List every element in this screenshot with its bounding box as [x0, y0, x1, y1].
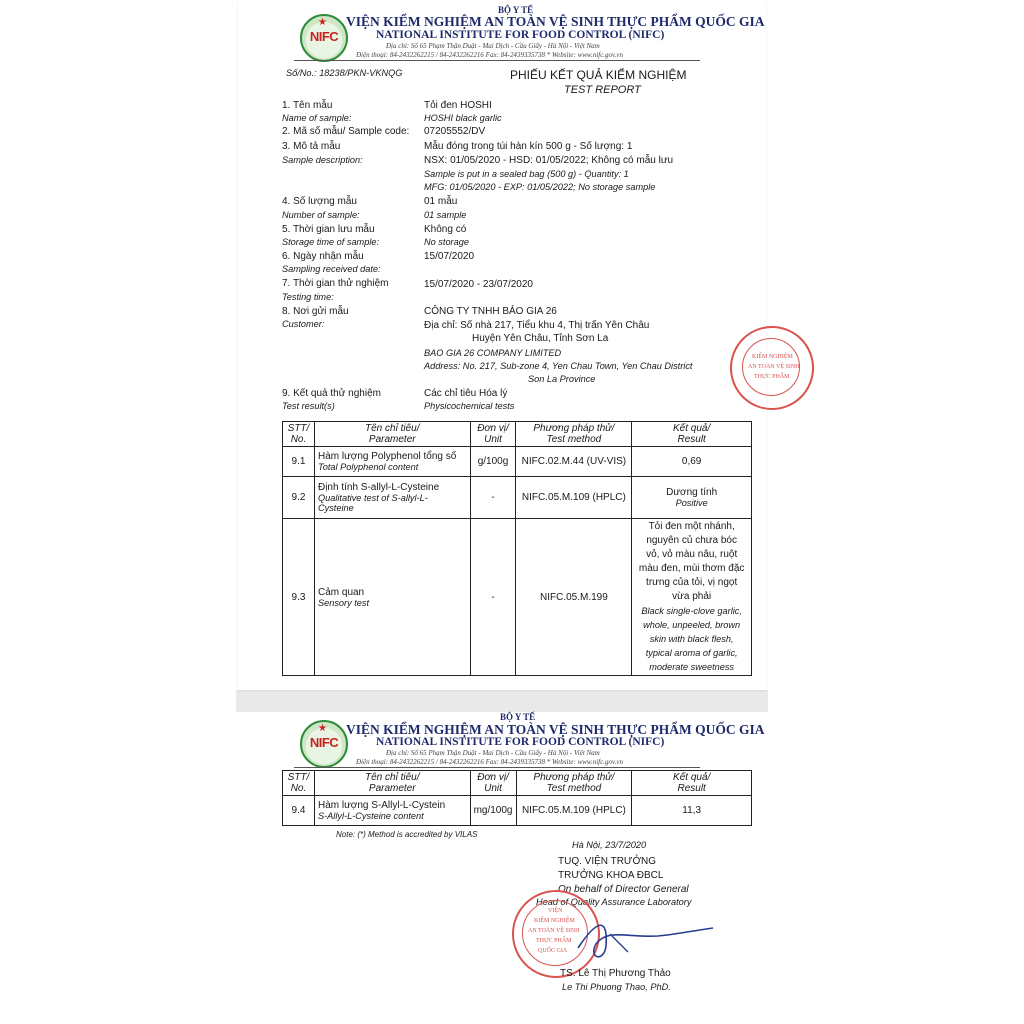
- field-label-en: Test result(s): [282, 401, 335, 411]
- nifc-logo: [300, 14, 348, 62]
- ministry-name: BỘ Y TẾ: [498, 5, 534, 15]
- institute-contact: Điện thoại: 84-2432262215 / 84-2432262216 Fax: 84-2439335738 * Website: www.nifc.gov.vn: [356, 51, 624, 59]
- field-value: Các chỉ tiêu Hóa lý: [424, 388, 508, 399]
- field-label-en: Testing time:: [282, 292, 334, 302]
- header-param-vi: Tên chỉ tiêu/: [365, 772, 420, 783]
- signer-name-vi: TS. Lê Thị Phương Thảo: [560, 968, 671, 979]
- report-number: Số/No.: 18238/PKN-VKNQG: [286, 68, 403, 78]
- stamp-text: QUỐC GIA: [538, 948, 568, 954]
- signer-title-2: TRƯỞNG KHOA ĐBCL: [558, 870, 664, 881]
- header-result-vi: Kết quả/: [673, 423, 711, 434]
- field-value: NSX: 01/05/2020 - HSD: 01/05/2022; Không có mẫu lưu: [424, 155, 674, 166]
- result-line-en: typical aroma of garlic,: [645, 648, 738, 658]
- row-unit: -: [470, 477, 516, 519]
- row-param-en: S-Allyl-L-Cysteine content: [317, 811, 424, 821]
- result-line: trưng của tỏi, vị ngọt: [646, 577, 738, 588]
- institute-address: Địa chỉ: Số 65 Phạm Thận Duật - Mai Dịch - Cầu Giấy - Hà Nội - Việt Nam: [386, 42, 600, 50]
- institute-name-vi: VIỆN KIỂM NGHIỆM AN TOÀN VỆ SINH THỰC PHẨM QUỐC GIA: [346, 722, 765, 737]
- field-label-en: Number of sample:: [282, 210, 360, 220]
- stamp-text: THỰC PHẨM: [536, 938, 572, 944]
- row-result-en: Positive: [675, 498, 708, 508]
- star-icon: ★: [318, 17, 327, 28]
- row-param-vi: Hàm lượng Polyphenol tổng số: [317, 451, 457, 462]
- stamp-text: VIỆN: [548, 908, 563, 914]
- field-value-en: BAO GIA 26 COMPANY LIMITED: [424, 348, 562, 358]
- result-line-en: whole, unpeeled, brown: [643, 620, 741, 630]
- field-label: 2. Mã số mẫu/ Sample code:: [282, 126, 410, 137]
- result-line: màu đen, mùi thơm đặc: [638, 563, 745, 574]
- row-no: 9.1: [283, 447, 315, 477]
- signer-title-1: TUQ. VIỆN TRƯỞNG: [558, 856, 657, 867]
- field-label: 9. Kết quả thử nghiệm: [282, 388, 381, 399]
- field-value-en: Address: No. 217, Sub-zone 4, Yen Chau Town, Yen Chau District: [424, 361, 693, 371]
- stamp-text: KIỂM NGHIỆM: [752, 354, 793, 360]
- handwritten-signature: [568, 908, 718, 968]
- field-value: Mẫu đóng trong túi hàn kín 500 g - Số lượng: 1: [424, 141, 633, 152]
- results-table-continued: [282, 770, 752, 826]
- header-divider: [294, 767, 700, 768]
- institute-name-en: NATIONAL INSTITUTE FOR FOOD CONTROL (NIFC): [376, 29, 665, 41]
- table-row: [283, 477, 752, 519]
- field-value-en: Sample is put in a sealed bag (500 g) - Quantity: 1: [424, 169, 629, 179]
- row-param-vi: Cảm quan: [317, 586, 365, 598]
- row-no: 9.3: [283, 519, 315, 676]
- row-no: 9.2: [283, 477, 315, 519]
- table-row: [283, 519, 752, 676]
- signer-title-3: On behalf of Director General: [558, 884, 689, 895]
- field-value-en: Physicochemical tests: [424, 401, 515, 411]
- field-label: 7. Thời gian thử nghiệm: [282, 278, 389, 289]
- row-method: NIFC.02.M.44 (UV-VIS): [516, 447, 632, 477]
- row-method: NIFC.05.M.199: [516, 519, 632, 676]
- logo-text: NIFC: [309, 29, 339, 44]
- header-param-en: Parameter: [368, 783, 416, 794]
- field-value: CÔNG TY TNHH BẢO GIA 26: [424, 306, 557, 317]
- header-param-en: Parameter: [368, 434, 416, 445]
- row-result: 11,3: [632, 796, 752, 826]
- field-value: 01 mẫu: [424, 196, 458, 207]
- table-header-row: [283, 771, 752, 796]
- field-value: Địa chỉ: Số nhà 217, Tiểu khu 4, Thị trấn Yên Châu: [424, 320, 650, 331]
- header-method-en: Test method: [546, 434, 602, 445]
- field-label: 4. Số lượng mẫu: [282, 196, 357, 207]
- institute-name-en: NATIONAL INSTITUTE FOR FOOD CONTROL (NIFC): [376, 736, 665, 748]
- row-unit: -: [470, 519, 516, 676]
- field-label: 3. Mô tả mẫu: [282, 141, 341, 152]
- row-param-en: Sensory test: [317, 597, 370, 608]
- row-no: 9.4: [283, 796, 315, 826]
- stamp-text: AN TOÀN VỆ SINH: [528, 928, 580, 934]
- header-method-vi: Phương pháp thử/: [533, 772, 615, 783]
- row-param-en: Total Polyphenol content: [317, 462, 419, 472]
- stamp-text: AN TOÀN VỆ SINH: [748, 364, 800, 370]
- header-unit-en: Unit: [484, 434, 502, 445]
- row-method: NIFC.05.M.109 (HPLC): [516, 796, 632, 826]
- institute-name-vi: VIỆN KIỂM NGHIỆM AN TOÀN VỆ SINH THỰC PHẨM QUỐC GIA: [346, 14, 765, 29]
- signer-name-en: Le Thi Phuong Thao, PhD.: [562, 982, 671, 992]
- report-title-en: TEST REPORT: [564, 84, 641, 96]
- result-line-en: skin with black flesh,: [649, 634, 734, 644]
- field-value: 15/07/2020: [424, 251, 475, 262]
- field-value: Tỏi đen HOSHI: [424, 100, 492, 111]
- row-param-vi: Hàm lượng S-Allyl-L-Cystein: [317, 800, 446, 811]
- field-value: 15/07/2020 - 23/07/2020: [424, 279, 533, 290]
- field-value: Huyện Yên Châu, Tỉnh Sơn La: [472, 333, 609, 344]
- nifc-logo: [300, 720, 348, 768]
- header-stt: STT/: [287, 772, 310, 783]
- header-param-vi: Tên chỉ tiêu/: [365, 423, 420, 434]
- header-unit-vi: Đơn vị/: [477, 423, 509, 434]
- field-value-en: No storage: [424, 237, 469, 247]
- header-unit-vi: Đơn vị/: [477, 772, 509, 783]
- field-value: 07205552/DV: [424, 126, 486, 137]
- row-param-vi: Định tính S-allyl-L-Cysteine: [317, 482, 440, 493]
- field-value-en: HOSHI black garlic: [424, 113, 502, 123]
- report-page-2: [238, 712, 766, 1012]
- header-result-en: Result: [677, 434, 706, 445]
- signer-title-4: Head of Quality Assurance Laboratory: [536, 897, 692, 907]
- row-param-en: Qualitative test of S-allyl-L-: [317, 493, 428, 503]
- field-value: Không có: [424, 224, 467, 235]
- field-label: 8. Nơi gửi mẫu: [282, 306, 349, 317]
- field-label-en: Sample description:: [282, 155, 363, 165]
- result-line: vừa phải: [672, 591, 712, 602]
- accreditation-note: Note: (*) Method is accredited by VILAS: [336, 830, 478, 839]
- header-method-vi: Phương pháp thử/: [533, 423, 615, 434]
- results-table: [282, 421, 752, 676]
- result-line-en: moderate sweetness: [649, 662, 735, 672]
- star-icon: ★: [318, 723, 327, 734]
- row-result-vi: Dương tính: [666, 487, 718, 498]
- header-unit-en: Unit: [484, 783, 502, 794]
- row-unit: g/100g: [470, 447, 516, 477]
- field-label-en: Customer:: [282, 319, 325, 329]
- header-result-en: Result: [677, 783, 706, 794]
- logo-text: NIFC: [309, 735, 339, 750]
- row-unit: mg/100g: [470, 796, 516, 826]
- report-page-1: [238, 0, 800, 690]
- field-label: 6. Ngày nhận mẫu: [282, 251, 364, 262]
- field-label: 5. Thời gian lưu mẫu: [282, 224, 375, 235]
- stamp-text: KIỂM NGHIỆM: [534, 918, 575, 924]
- page-gap: [236, 690, 768, 712]
- result-line: vỏ, vỏ màu nâu, ruột: [646, 549, 738, 560]
- result-line: Tỏi đen một nhánh,: [648, 521, 735, 532]
- result-line: nguyên củ chưa bóc: [646, 535, 737, 546]
- header-divider: [294, 60, 700, 61]
- header-no: No.: [290, 783, 307, 794]
- field-label-en: Storage time of sample:: [282, 237, 380, 247]
- table-row: [283, 796, 752, 826]
- field-value-en: MFG: 01/05/2020 - EXP: 01/05/2022; No storage sample: [424, 182, 656, 192]
- field-value-en: 01 sample: [424, 210, 467, 220]
- field-value-en: Son La Province: [528, 374, 596, 384]
- row-result: 0,69: [632, 447, 752, 477]
- row-method: NIFC.05.M.109 (HPLC): [516, 477, 632, 519]
- row-param-en: Cysteine: [317, 503, 354, 513]
- header-no: No.: [290, 434, 307, 445]
- stamp-partial: [730, 326, 814, 410]
- table-header-row: [283, 422, 752, 447]
- stamp-text: THỰC PHẨM: [754, 374, 790, 380]
- institute-address: Địa chỉ: Số 65 Phạm Thận Duật - Mai Dịch - Cầu Giấy - Hà Nội - Việt Nam: [386, 749, 600, 757]
- field-label-en: Sampling received date:: [282, 264, 381, 274]
- result-line-en: Black single-clove garlic,: [641, 606, 742, 616]
- table-row: [283, 447, 752, 477]
- institute-contact: Điện thoại: 84-2432262215 / 84-2432262216 Fax: 84-2439335738 * Website: www.nifc.gov.vn: [356, 758, 624, 766]
- field-label: 1. Tên mẫu: [282, 100, 333, 111]
- report-title-vi: PHIẾU KẾT QUẢ KIỂM NGHIỆM: [510, 68, 687, 82]
- ministry-name: BỘ Y TẾ: [500, 712, 536, 722]
- header-method-en: Test method: [546, 783, 602, 794]
- header-stt: STT/: [287, 423, 310, 434]
- header-result-vi: Kết quả/: [673, 772, 711, 783]
- place-date: Hà Nội, 23/7/2020: [572, 840, 647, 850]
- field-label-en: Name of sample:: [282, 113, 352, 123]
